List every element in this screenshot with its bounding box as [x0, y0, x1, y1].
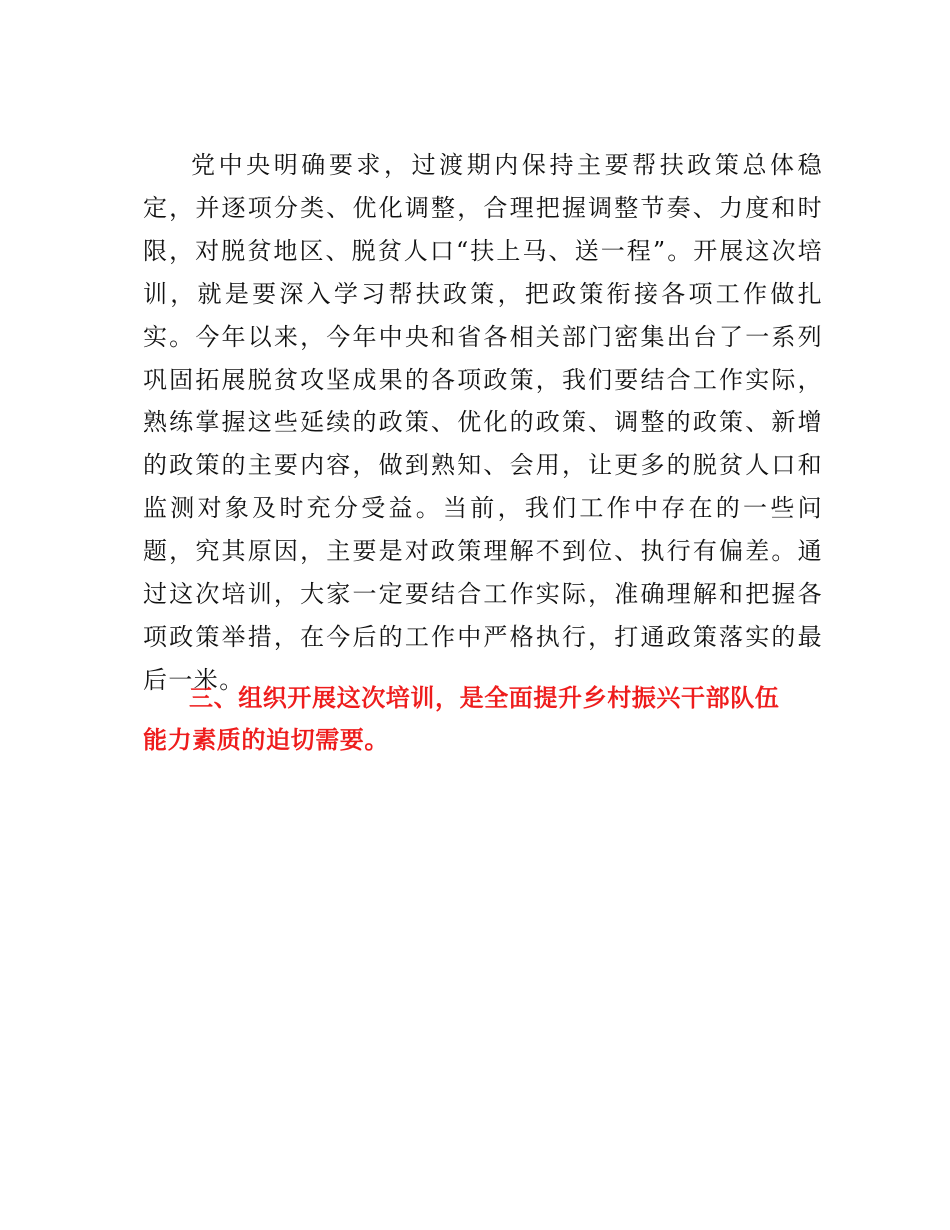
- section-heading: 三、组织开展这次培训，是全面提升乡村振兴干部队伍能力素质的迫切需要。: [143, 684, 780, 754]
- body-paragraph: 党中央明确要求，过渡期内保持主要帮扶政策总体稳定，并逐项分类、优化调整，合理把握调整节奏、力度和时限，对脱贫地区、脱贫人口“扶上马、送一程”。开展这次培训，就是要深入学习帮扶政策，把政策衔接各项工作做扎实。今年以来，今年中央和省各相关部门密集出台了一系列巩固拓展脱贫攻坚成果的各项政策，我们要结合工作实际，熟练掌握这些延续的政策、优化的政策、调整的政策、新增的政策的主要内容，做到熟知、会用，让更多的脱贫人口和监测对象及时充分受益。当前，我们工作中存在的一些问题，究其原因，主要是对政策理解不到位、执行有偏差。通过这次培训，大家一定要结合工作实际，准确理解和把握各项政策举措，在今后的工作中严格执行，打通政策落实的最后一米。: [143, 151, 823, 694]
